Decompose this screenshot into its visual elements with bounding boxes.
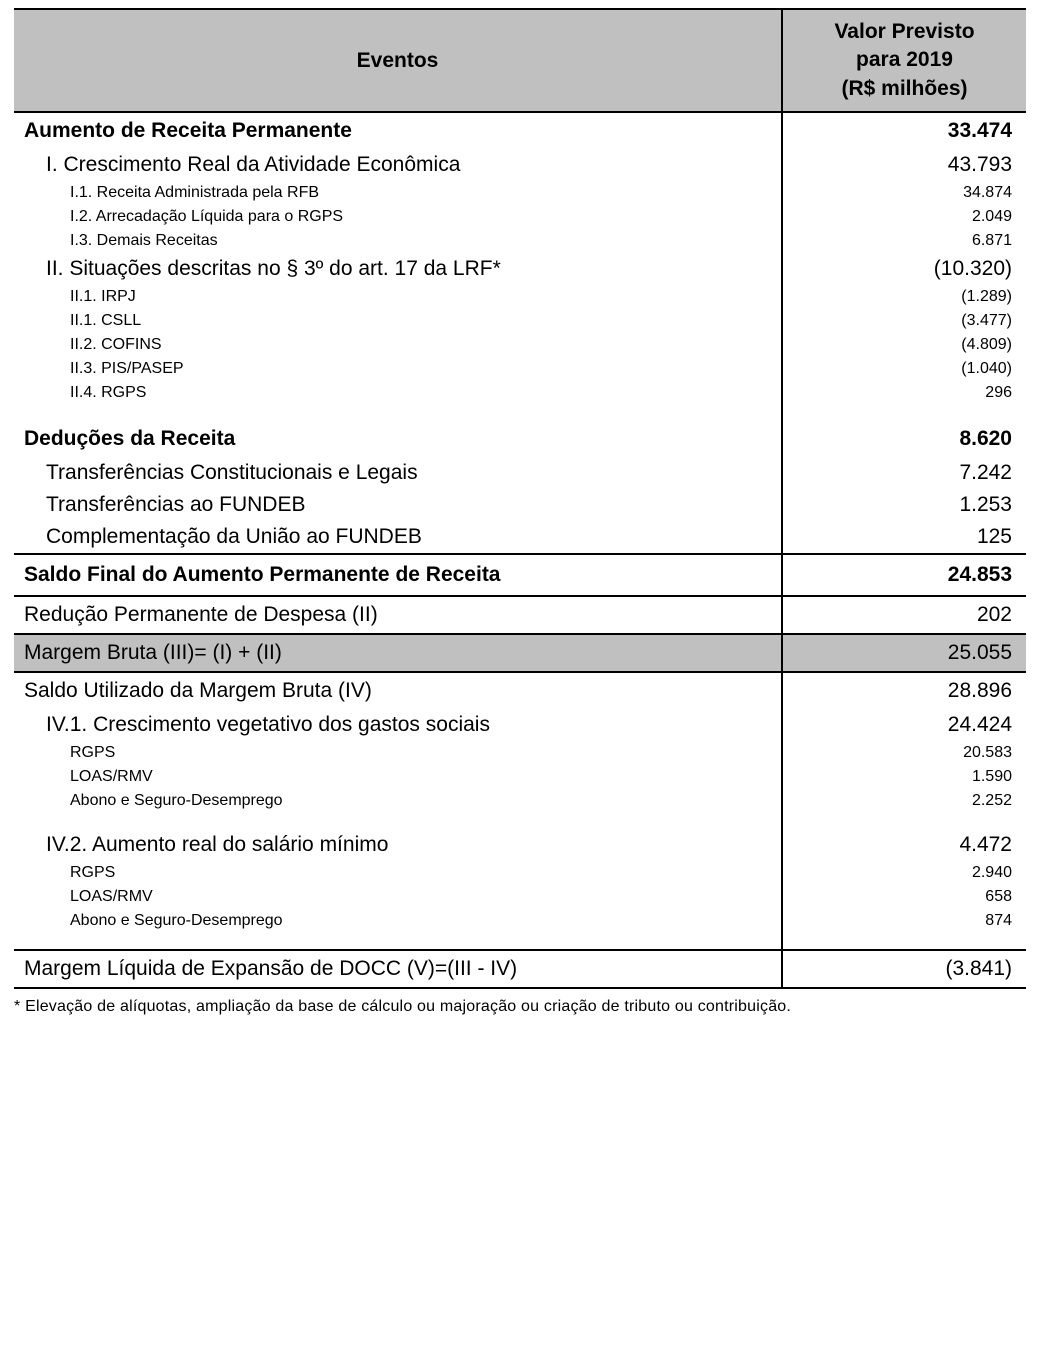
row-label: Complementação da União ao FUNDEB <box>14 521 782 554</box>
row-value: 874 <box>985 912 1012 930</box>
row-label: IV.1. Crescimento vegetativo dos gastos sociais <box>14 709 782 741</box>
row-value: 2.252 <box>971 792 1012 810</box>
row-value: 2.940 <box>971 864 1012 882</box>
row-label: I.3. Demais Receitas <box>14 229 782 253</box>
table-row <box>14 149 1026 181</box>
column-header-line-3: (R$ milhões) <box>841 76 968 100</box>
table-row <box>14 205 1026 229</box>
table-row <box>14 885 1026 909</box>
row-spacer <box>14 813 1026 829</box>
row-label: Transferências ao FUNDEB <box>14 489 782 521</box>
table-row-highlighted <box>14 634 1026 672</box>
table-row-final <box>14 950 1026 988</box>
row-value: 20.583 <box>963 744 1012 762</box>
table-row <box>14 829 1026 861</box>
table-row <box>14 381 1026 405</box>
row-label: II.3. PIS/PASEP <box>14 357 782 381</box>
row-label: II. Situações descritas no § 3º do art. 17 da LRF* <box>14 253 782 285</box>
row-label: RGPS <box>14 861 782 885</box>
row-label: IV.2. Aumento real do salário mínimo <box>14 829 782 861</box>
row-value: 4.472 <box>959 833 1012 857</box>
row-value: 8.620 <box>959 427 1012 451</box>
row-value: 202 <box>782 596 1026 634</box>
row-value: (3.841) <box>782 950 1026 988</box>
row-label: Margem Líquida de Expansão de DOCC (V)=(III - IV) <box>14 950 782 988</box>
table-row <box>14 253 1026 285</box>
row-value: 658 <box>985 888 1012 906</box>
table-body <box>14 112 1026 988</box>
financial-table <box>14 8 1026 989</box>
row-label: II.4. RGPS <box>14 381 782 405</box>
table-row <box>14 457 1026 489</box>
row-value: 125 <box>976 525 1012 549</box>
row-value: 24.853 <box>782 554 1026 596</box>
column-header-valor-previsto <box>782 9 1026 112</box>
table-row <box>14 421 1026 457</box>
row-value: 2.049 <box>971 208 1012 226</box>
row-spacer <box>14 933 1026 950</box>
table-row <box>14 285 1026 309</box>
row-label: Saldo Utilizado da Margem Bruta (IV) <box>14 672 782 709</box>
row-value: 33.474 <box>947 119 1012 143</box>
row-label: II.1. CSLL <box>14 309 782 333</box>
table-row-total <box>14 554 1026 596</box>
table-row <box>14 909 1026 933</box>
row-label: II.1. IRPJ <box>14 285 782 309</box>
table-row <box>14 861 1026 885</box>
row-value: (1.289) <box>961 288 1012 306</box>
table-row <box>14 112 1026 149</box>
row-label: Aumento de Receita Permanente <box>14 112 782 149</box>
row-value: 1.253 <box>959 493 1012 517</box>
row-value: 1.590 <box>971 768 1012 786</box>
table-row <box>14 741 1026 765</box>
table-footnote: * Elevação de alíquotas, ampliação da base de cálculo ou majoração ou criação de tributo ou contribuição. <box>14 998 792 1016</box>
row-label: RGPS <box>14 741 782 765</box>
row-label: II.2. COFINS <box>14 333 782 357</box>
row-label: I. Crescimento Real da Atividade Econômica <box>14 149 782 181</box>
table-row <box>14 181 1026 205</box>
row-label: Abono e Seguro-Desemprego <box>14 789 782 813</box>
row-value: 43.793 <box>947 153 1012 177</box>
row-label: Abono e Seguro-Desemprego <box>14 909 782 933</box>
row-value: (3.477) <box>961 312 1012 330</box>
column-header-line-1: Valor Previsto <box>834 20 975 43</box>
row-label: Margem Bruta (III)= (I) + (II) <box>14 634 782 672</box>
row-value: (1.040) <box>961 360 1012 378</box>
row-value: 28.896 <box>947 679 1012 703</box>
row-value: 296 <box>985 384 1012 402</box>
table-row <box>14 672 1026 709</box>
header-row <box>14 9 1026 112</box>
row-value: 7.242 <box>959 461 1012 485</box>
table-row <box>14 229 1026 253</box>
table-row <box>14 333 1026 357</box>
table-row <box>14 357 1026 381</box>
row-value: 24.424 <box>947 713 1012 737</box>
row-label: Transferências Constitucionais e Legais <box>14 457 782 489</box>
row-label: Deduções da Receita <box>14 421 782 457</box>
table-row <box>14 789 1026 813</box>
table-row <box>14 765 1026 789</box>
table-row <box>14 521 1026 554</box>
row-label: LOAS/RMV <box>14 765 782 789</box>
row-label: Redução Permanente de Despesa (II) <box>14 596 782 634</box>
table-row <box>14 309 1026 333</box>
row-value: (4.809) <box>961 336 1012 354</box>
row-label: I.2. Arrecadação Líquida para o RGPS <box>14 205 782 229</box>
row-label: Saldo Final do Aumento Permanente de Receita <box>14 554 782 596</box>
column-header-eventos: Eventos <box>14 9 782 112</box>
row-spacer <box>14 405 1026 421</box>
row-label: I.1. Receita Administrada pela RFB <box>14 181 782 205</box>
column-header-line-2: para 2019 <box>856 48 953 72</box>
row-value: (10.320) <box>933 257 1012 281</box>
row-value: 25.055 <box>782 634 1026 672</box>
table-row <box>14 709 1026 741</box>
row-value: 6.871 <box>971 232 1012 250</box>
table-row <box>14 489 1026 521</box>
row-label: LOAS/RMV <box>14 885 782 909</box>
row-value: 34.874 <box>963 184 1012 202</box>
table-row <box>14 596 1026 634</box>
table-header <box>14 9 1026 112</box>
